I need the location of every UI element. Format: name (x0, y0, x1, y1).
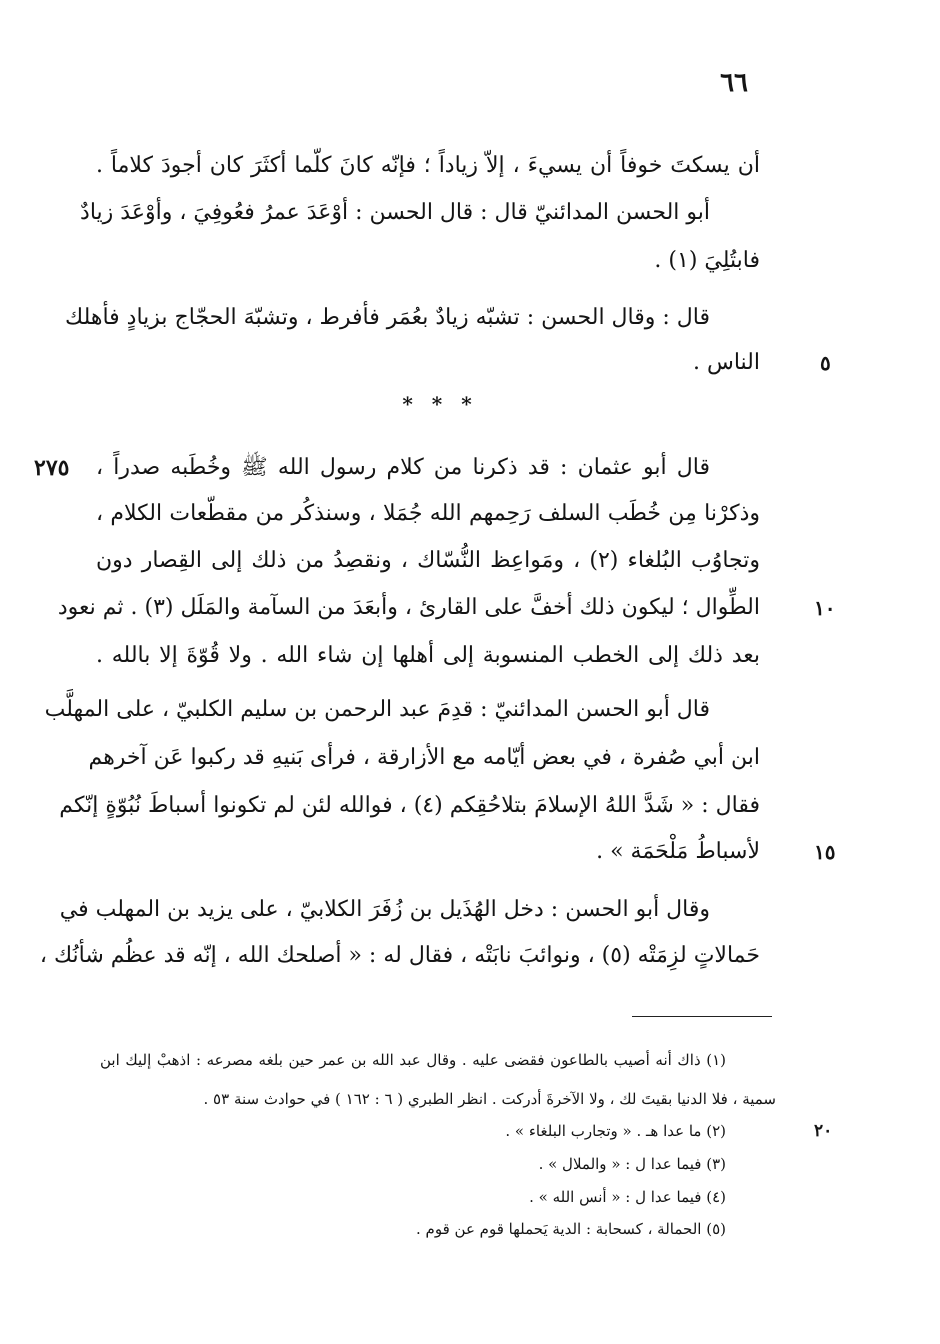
margin-page-reference: ٢٧٥ (34, 455, 70, 481)
body-line: وذكرْنا مِن خُطَب السلف رَحِمهم الله جُمَلا ، وسنذكُر من مقطّعات الكلام ، (96, 501, 760, 526)
page-number: ٦٦ (720, 68, 748, 98)
body-line: بعد ذلك إلى الخطب المنسوبة إلى أهلها إن شاء الله . ولا قُوّةَ إلا بالله . (96, 643, 760, 668)
margin-line-number: ٢٠ (814, 1121, 833, 1141)
body-line: فقال : « شَدَّ اللهُ الإسلامَ بتلاحُقِكم (٤) ، فوالله لئن لم تكونوا أسباطَ نُبُوّةٍ إنّكم (59, 793, 760, 818)
body-line: وقال أبو الحسن : دخل الهُذَيل بن زُفَرَ الكلابيّ ، على يزيد بن المهلب في (59, 897, 710, 922)
margin-line-number: ١٠ (814, 596, 836, 620)
body-line: قال أبو عثمان : قد ذكرنا من كلام رسول الله ﷺ وخُطَبه صدراً ، (96, 455, 710, 480)
body-line: قال : وقال الحسن : تشبّه زيادٌ بعُمَر فأفرط ، وتشبّهَ الحجّاج بزيادٍ فأهلك (65, 305, 710, 330)
footnote-5: (٥) الحمالة ، كسحابة : الدية يَحملها قوم عن قوم . (416, 1220, 726, 1238)
footnote-2: (٢) ما عدا هـ . « وتجارب البلغاء » . (505, 1122, 726, 1140)
footnote-rule (632, 1016, 772, 1017)
body-line: حَمالاتٍ لزِمَتْه (٥) ، ونوائبَ نابَتْه ، فقال له : « أصلحك الله ، إنّه قد عظُم شأنُك ، (39, 943, 760, 968)
body-line: الناس . (693, 350, 760, 375)
body-line: أبو الحسن المدائنيّ قال : قال الحسن : أوْعَدَ عمرُ فعُوفِيَ ، وأوْعَدَ زيادٌ (80, 200, 710, 225)
footnote-4: (٤) فيما عدا ل : « أنس الله » . (529, 1188, 726, 1206)
body-line: ابن أبي صُفرة ، في بعض أيّامه مع الأزارقة ، فرأى بَنيهِ قد ركبوا عَن آخرهم (88, 745, 760, 770)
footnote-3: (٣) فيما عدا ل : « والملال » . (538, 1155, 726, 1173)
footnote-1-line-1: (١) ذاك أنه أصيب بالطاعون فقضى عليه . وقال عبد الله بن عمر حين بلغه مصرعه : اذهبْ إليك ابن (100, 1051, 727, 1069)
section-break: * * * (402, 392, 478, 416)
margin-line-number: ٥ (820, 351, 831, 375)
margin-line-number: ١٥ (814, 840, 836, 864)
body-line: وتجاوُب البُلغاء (٢) ، ومَواعِظ النُّسّاك ، ونقصِدُ من ذلك إلى القِصار دون (96, 548, 760, 573)
body-line: لأسباطُ مَلْحَمَة » . (596, 839, 760, 864)
body-line: أن يسكتَ خوفاً أن يسيءَ ، إلاّ زياداً ؛ فإنّه كانَ كلّما أكثَرَ كان أجودَ كلاماً . (96, 153, 760, 178)
body-line: الطِّوال ؛ ليكون ذلك أخفَّ على القارئ ، وأبعَدَ من السآمة والمَلَل (٣) . ثم نعود (57, 595, 760, 620)
body-line: قال أبو الحسن المدائنيّ : قدِمَ عبد الرحمن بن سليم الكلبيّ ، على المهلَّب (44, 697, 710, 722)
body-line: فابتُلِيَ (١) . (654, 248, 760, 273)
footnote-1-line-2: سمية ، فلا الدنيا بقيتَ لك ، ولا الآخرةَ أدركت . انظر الطبري ( ٦ : ١٦٢ ) في حوادث سنة ٥٣ . (203, 1090, 776, 1108)
